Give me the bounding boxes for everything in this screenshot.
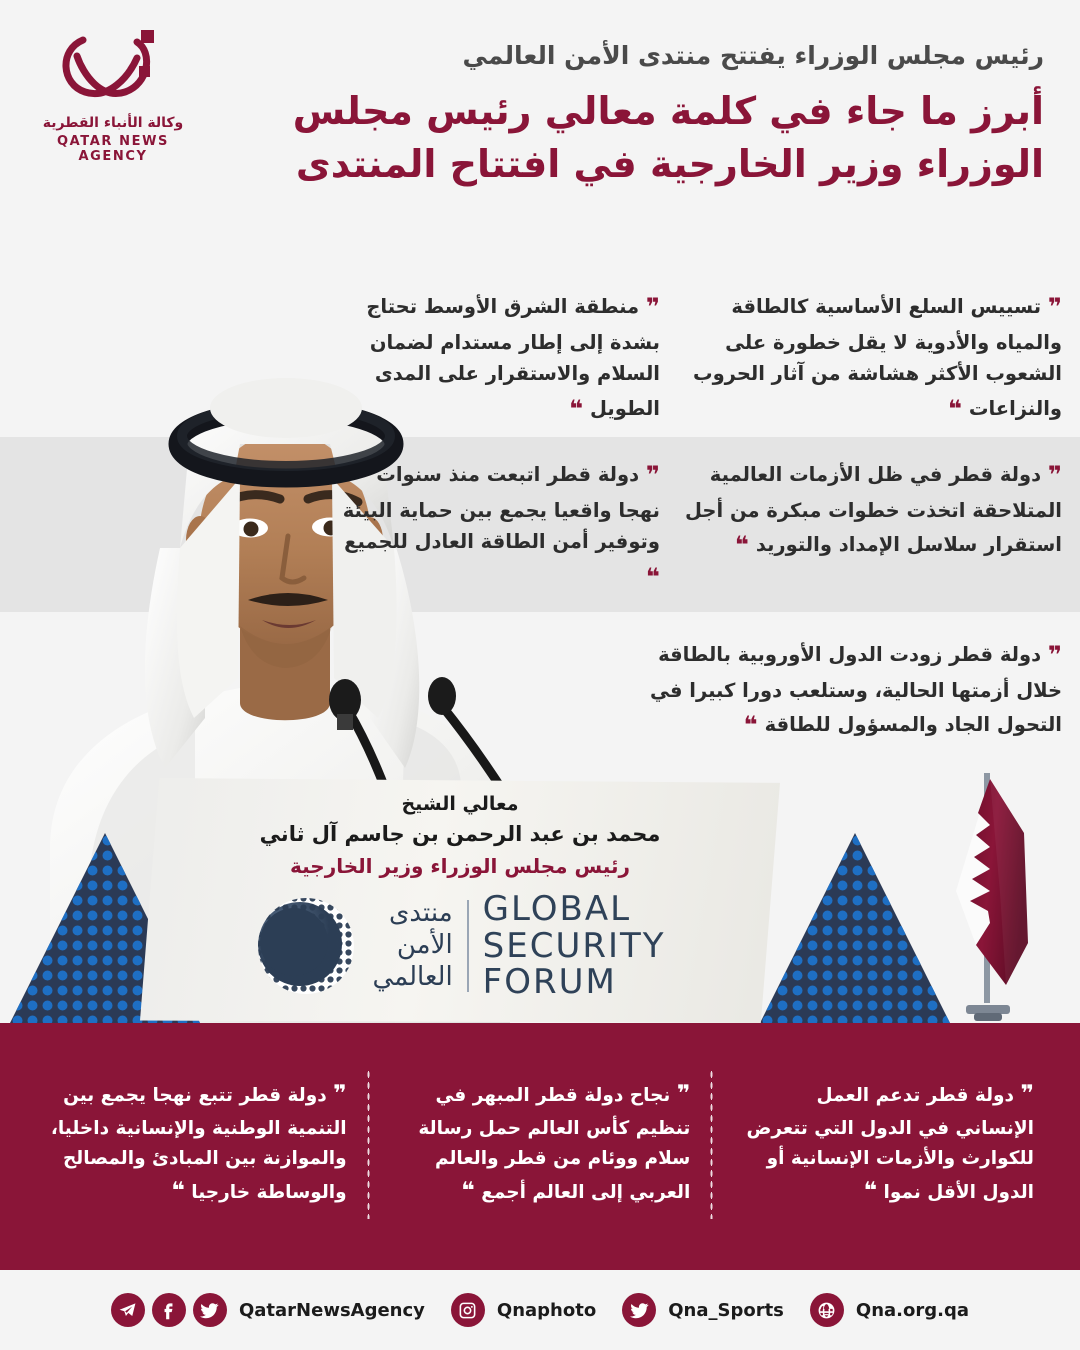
quote-mark-close-icon: ❝: [461, 1178, 475, 1205]
nameplate: [140, 790, 780, 882]
quote-mark-close-icon: ❝: [734, 531, 750, 560]
qna-logo-english: QATAR NEWS AGENCY: [56, 134, 170, 165]
forum-logo-english: [482, 888, 666, 1003]
dotted-divider: [710, 1069, 713, 1219]
quote-block: [667, 456, 1062, 565]
quote-block: [667, 288, 1062, 429]
qatar-flag: [920, 773, 1060, 1023]
global-security-forum-logo: [140, 890, 780, 1002]
bottom-quote-block: [370, 1076, 711, 1210]
quote-text: منطقة الشرق الأوسط تحتاج بشدة إلى إطار مستدام لضمان السلام والاستقرار على المدى الطويل: [366, 295, 660, 421]
quote-text: دولة قطر اتبعت منذ سنوات نهجا واقعيا يجمع بين حماية البيئة وتوفير أمن الطاقة العادل للجميع: [342, 463, 660, 554]
bottom-quote-block: [26, 1076, 367, 1210]
quote-mark-open-icon: ❞: [333, 1081, 347, 1108]
stage-area: [0, 248, 1080, 1023]
forum-logo-arabic: [372, 898, 452, 993]
twitter-icon[interactable]: [193, 1293, 227, 1327]
qna-logo-arabic: وكالة الأنباء القطرية: [42, 115, 184, 131]
qna-logo: [28, 22, 198, 164]
forum-logo-divider: [467, 900, 469, 992]
quote-mark-open-icon: ❞: [1020, 1081, 1034, 1108]
quote-mark-close-icon: ❝: [947, 395, 963, 424]
podium: [140, 778, 780, 1023]
nameplate-name: محمد بن عبد الرحمن بن جاسم آل ثاني: [259, 821, 661, 846]
quote-block: [330, 456, 660, 597]
quote-mark-close-icon: ❝: [863, 1178, 878, 1205]
quote-mark-open-icon: ❞: [676, 1081, 691, 1108]
quote-mark-close-icon: ❝: [645, 563, 660, 592]
social-group-qnasports: [622, 1293, 784, 1327]
quote-mark-close-icon: ❝: [743, 711, 758, 740]
forum-arabic-line2: الأمن: [396, 930, 453, 961]
instagram-icon[interactable]: [451, 1293, 485, 1327]
quote-mark-open-icon: ❞: [1047, 461, 1062, 489]
forum-english-line3: FORUM: [482, 962, 617, 1003]
social-group-qatarnewsagency: [111, 1293, 425, 1327]
quote-block: [612, 636, 1062, 745]
bottom-quotes-band: [0, 1023, 1080, 1270]
social-label: Qna_Sports: [668, 1299, 784, 1321]
bottom-quote-text: دولة قطر تدعم العمل الإنساني في الدول التي تتعرض للكوارث والأزمات الإنسانية أو الدول الأقل نموا: [746, 1085, 1034, 1204]
forum-english-line1: GLOBAL: [482, 888, 632, 929]
quote-text: دولة قطر زودت الدول الأوروبية بالطاقة خلال أزمتها الحالية، وستلعب دورا كبيرا في التحول الجاد والمسؤول للطاقة: [649, 643, 1062, 737]
social-label: QatarNewsAgency: [238, 1299, 425, 1321]
quote-mark-open-icon: ❞: [1047, 641, 1062, 669]
bottom-quote-text: نجاح دولة قطر المبهر في تنظيم كأس العالم حمل رسالة سلام ووئام من قطر والعالم العربي إلى العالم أجمع: [418, 1085, 691, 1204]
quote-mark-open-icon: ❞: [645, 293, 660, 321]
social-label: Qnaphoto: [496, 1299, 597, 1321]
nameplate-honorific: معالي الشيخ: [401, 793, 519, 815]
quote-mark-open-icon: ❞: [645, 461, 660, 489]
globe-icon[interactable]: [810, 1293, 844, 1327]
social-group-qnaphoto: [451, 1293, 596, 1327]
telegram-icon[interactable]: [111, 1293, 145, 1327]
forum-english-line2: SECURITY: [482, 925, 666, 966]
forum-arabic-line3: العالمي: [372, 961, 453, 992]
social-label: Qna.org.qa: [855, 1299, 970, 1321]
forum-arabic-line1: منتدى: [389, 898, 453, 929]
quote-text: دولة قطر في ظل الأزمات العالمية المتلاحقة اتخذت خطوات مبكرة من أجل استقرار سلاسل الإمداد والتوريد: [685, 463, 1062, 557]
dotted-divider: [367, 1069, 370, 1219]
social-footer: [0, 1270, 1080, 1350]
header-kicker: رئيس مجلس الوزراء يفتتح منتدى الأمن العالمي: [462, 41, 1044, 70]
qna-atom-logo-icon: [53, 22, 173, 114]
header: [0, 0, 1080, 248]
twitter-icon[interactable]: [622, 1293, 656, 1327]
quote-text: تسييس السلع الأساسية كالطاقة والمياه والأدوية لا يقل خطورة على الشعوب الأكثر هشاشة من آثار الحروب والنزاعات: [692, 295, 1062, 421]
quote-mark-close-icon: ❝: [569, 395, 584, 424]
quote-mark-close-icon: ❝: [171, 1178, 185, 1205]
quote-mark-open-icon: ❞: [1047, 293, 1062, 321]
bottom-quote-text: دولة قطر تتبع نهجا يجمع بين التنمية الوطنية والإنسانية داخليا، والموازنة بين المبادئ والمصالح والوساطة خارجيا: [50, 1085, 347, 1204]
bottom-quote-block: [713, 1076, 1054, 1210]
halftone-globe-icon: [254, 894, 358, 998]
social-group-website: [810, 1293, 969, 1327]
facebook-icon[interactable]: [152, 1293, 186, 1327]
header-text: [210, 40, 1044, 192]
quote-block: [330, 288, 660, 429]
nameplate-title: رئيس مجلس الوزراء وزير الخارجية: [290, 854, 630, 878]
page-title: أبرز ما جاء في كلمة معالي رئيس مجلس الوزراء وزير الخارجية في افتتاح المنتدى: [292, 88, 1044, 187]
